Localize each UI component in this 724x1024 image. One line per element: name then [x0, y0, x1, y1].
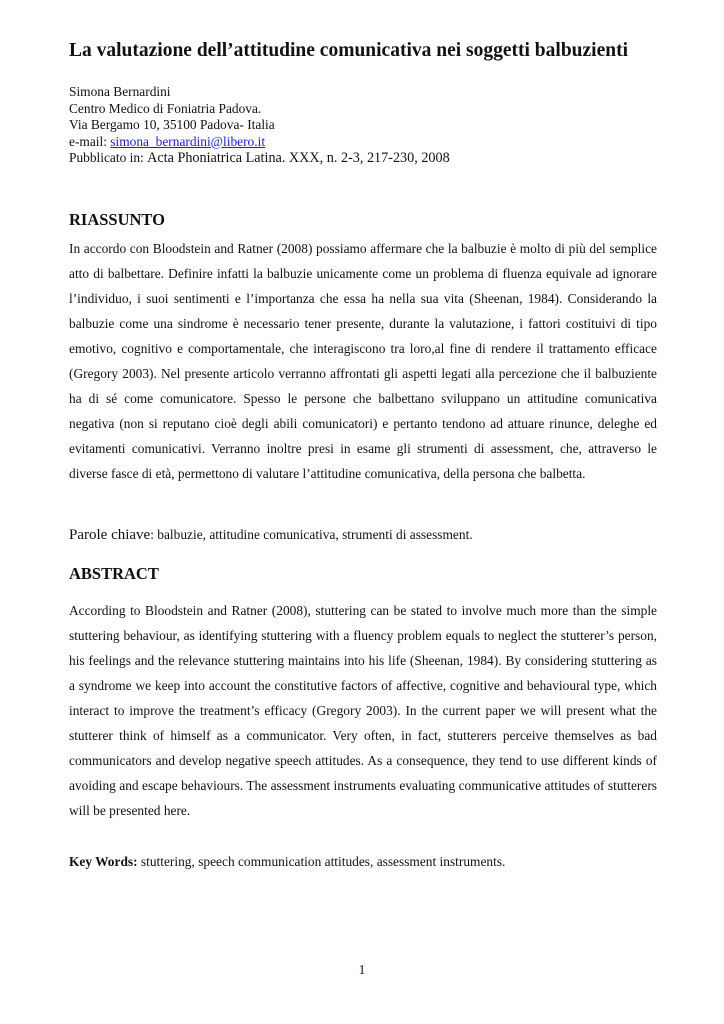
- author-email-line: [69, 134, 657, 151]
- key-words-label: Key Words:: [69, 854, 138, 869]
- journal-citation: Acta Phoniatrica Latina. XXX, n. 2-3, 217-230, 2008: [147, 150, 450, 166]
- author-address: Via Bergamo 10, 35100 Padova- Italia: [69, 117, 275, 132]
- key-words-line: [69, 854, 657, 870]
- riassunto-text: In accordo con Bloodstein and Ratner (2008) possiamo affermare che la balbuzie è molto di più del semplice atto di balbettare. Definire infatti la balbuzie unicamente come un problema di fluenza equivale ad ignorare l’individuo, i suoi sentimenti e l’importanza che essa ha nella sua vita (Sheenan, 1984). Considerando la balbuzie come una sindrome è necessario tener presente, durante la valutazione, i fattori costituivi di tipo emotivo, cognitivo e comportamentale, che interagiscono tra loro,al fine di rendere il trattamento efficace (Gregory 2003). Nel presente articolo verranno affrontati gli aspetti legati alla percezione che il balbuziente ha di sé come comunicatore. Spesso le persone che balbettano sviluppano un attitudine comunicativa negativa (non si reputano cioè degli abili comunicatori) e pertanto tendono ad attuare rinunce, deleghe ed evitamenti comunicativi. Verranno inoltre presi in esame gli strumenti di assessment, che, attraverso le diverse fasce di età, permettono di valutare l’attitudine comunicativa, della persona che balbetta.: [69, 241, 657, 481]
- email-link[interactable]: simona_bernardini@libero.it: [110, 133, 266, 149]
- published-label: Pubblicato in:: [69, 150, 148, 165]
- riassunto-heading: RIASSUNTO: [69, 210, 165, 229]
- parole-chiave-values: : balbuzie, attitudine comunicativa, strumenti di assessment.: [150, 527, 473, 542]
- key-words-values: stuttering, speech communication attitudes, assessment instruments.: [137, 854, 506, 869]
- abstract-text: According to Bloodstein and Ratner (2008), stuttering can be stated to involve much more than the simple stuttering behaviour, as identifying stuttering with a fluency problem equals to neglect the stutterer’s person, his feelings and the relevance stuttering maintains into his life (Sheenan, 1984). By considering stuttering as a syndrome we keep into account the constitutive factors of affective, cognitive and behavioural type, which interact to improve the treatment’s efficacy (Gregory 2003). In the current paper we will present what the stutterer think of himself as a communicator. Very often, in fact, stutterers perceive themselves as bad communicators and develop negative speech attitudes. As a consequence, they tend to use different kinds of avoiding and escape behaviours. The assessment instruments evaluating communicative attitudes of stutterers will be presented here.: [69, 603, 657, 818]
- page-number: 1: [358, 962, 366, 977]
- author-block: [69, 84, 657, 167]
- author-name: Simona Bernardini: [69, 84, 171, 99]
- email-label: e-mail:: [69, 133, 111, 149]
- author-institution: Centro Medico di Foniatria Padova.: [69, 100, 262, 116]
- publication-line: [69, 150, 657, 167]
- paper-title: La valutazione dell’attitudine comunicativa nei soggetti balbuzienti: [69, 40, 628, 61]
- parole-chiave-label: Parole chiave: [69, 527, 151, 543]
- abstract-heading: ABSTRACT: [69, 564, 159, 583]
- parole-chiave-line: [69, 527, 657, 544]
